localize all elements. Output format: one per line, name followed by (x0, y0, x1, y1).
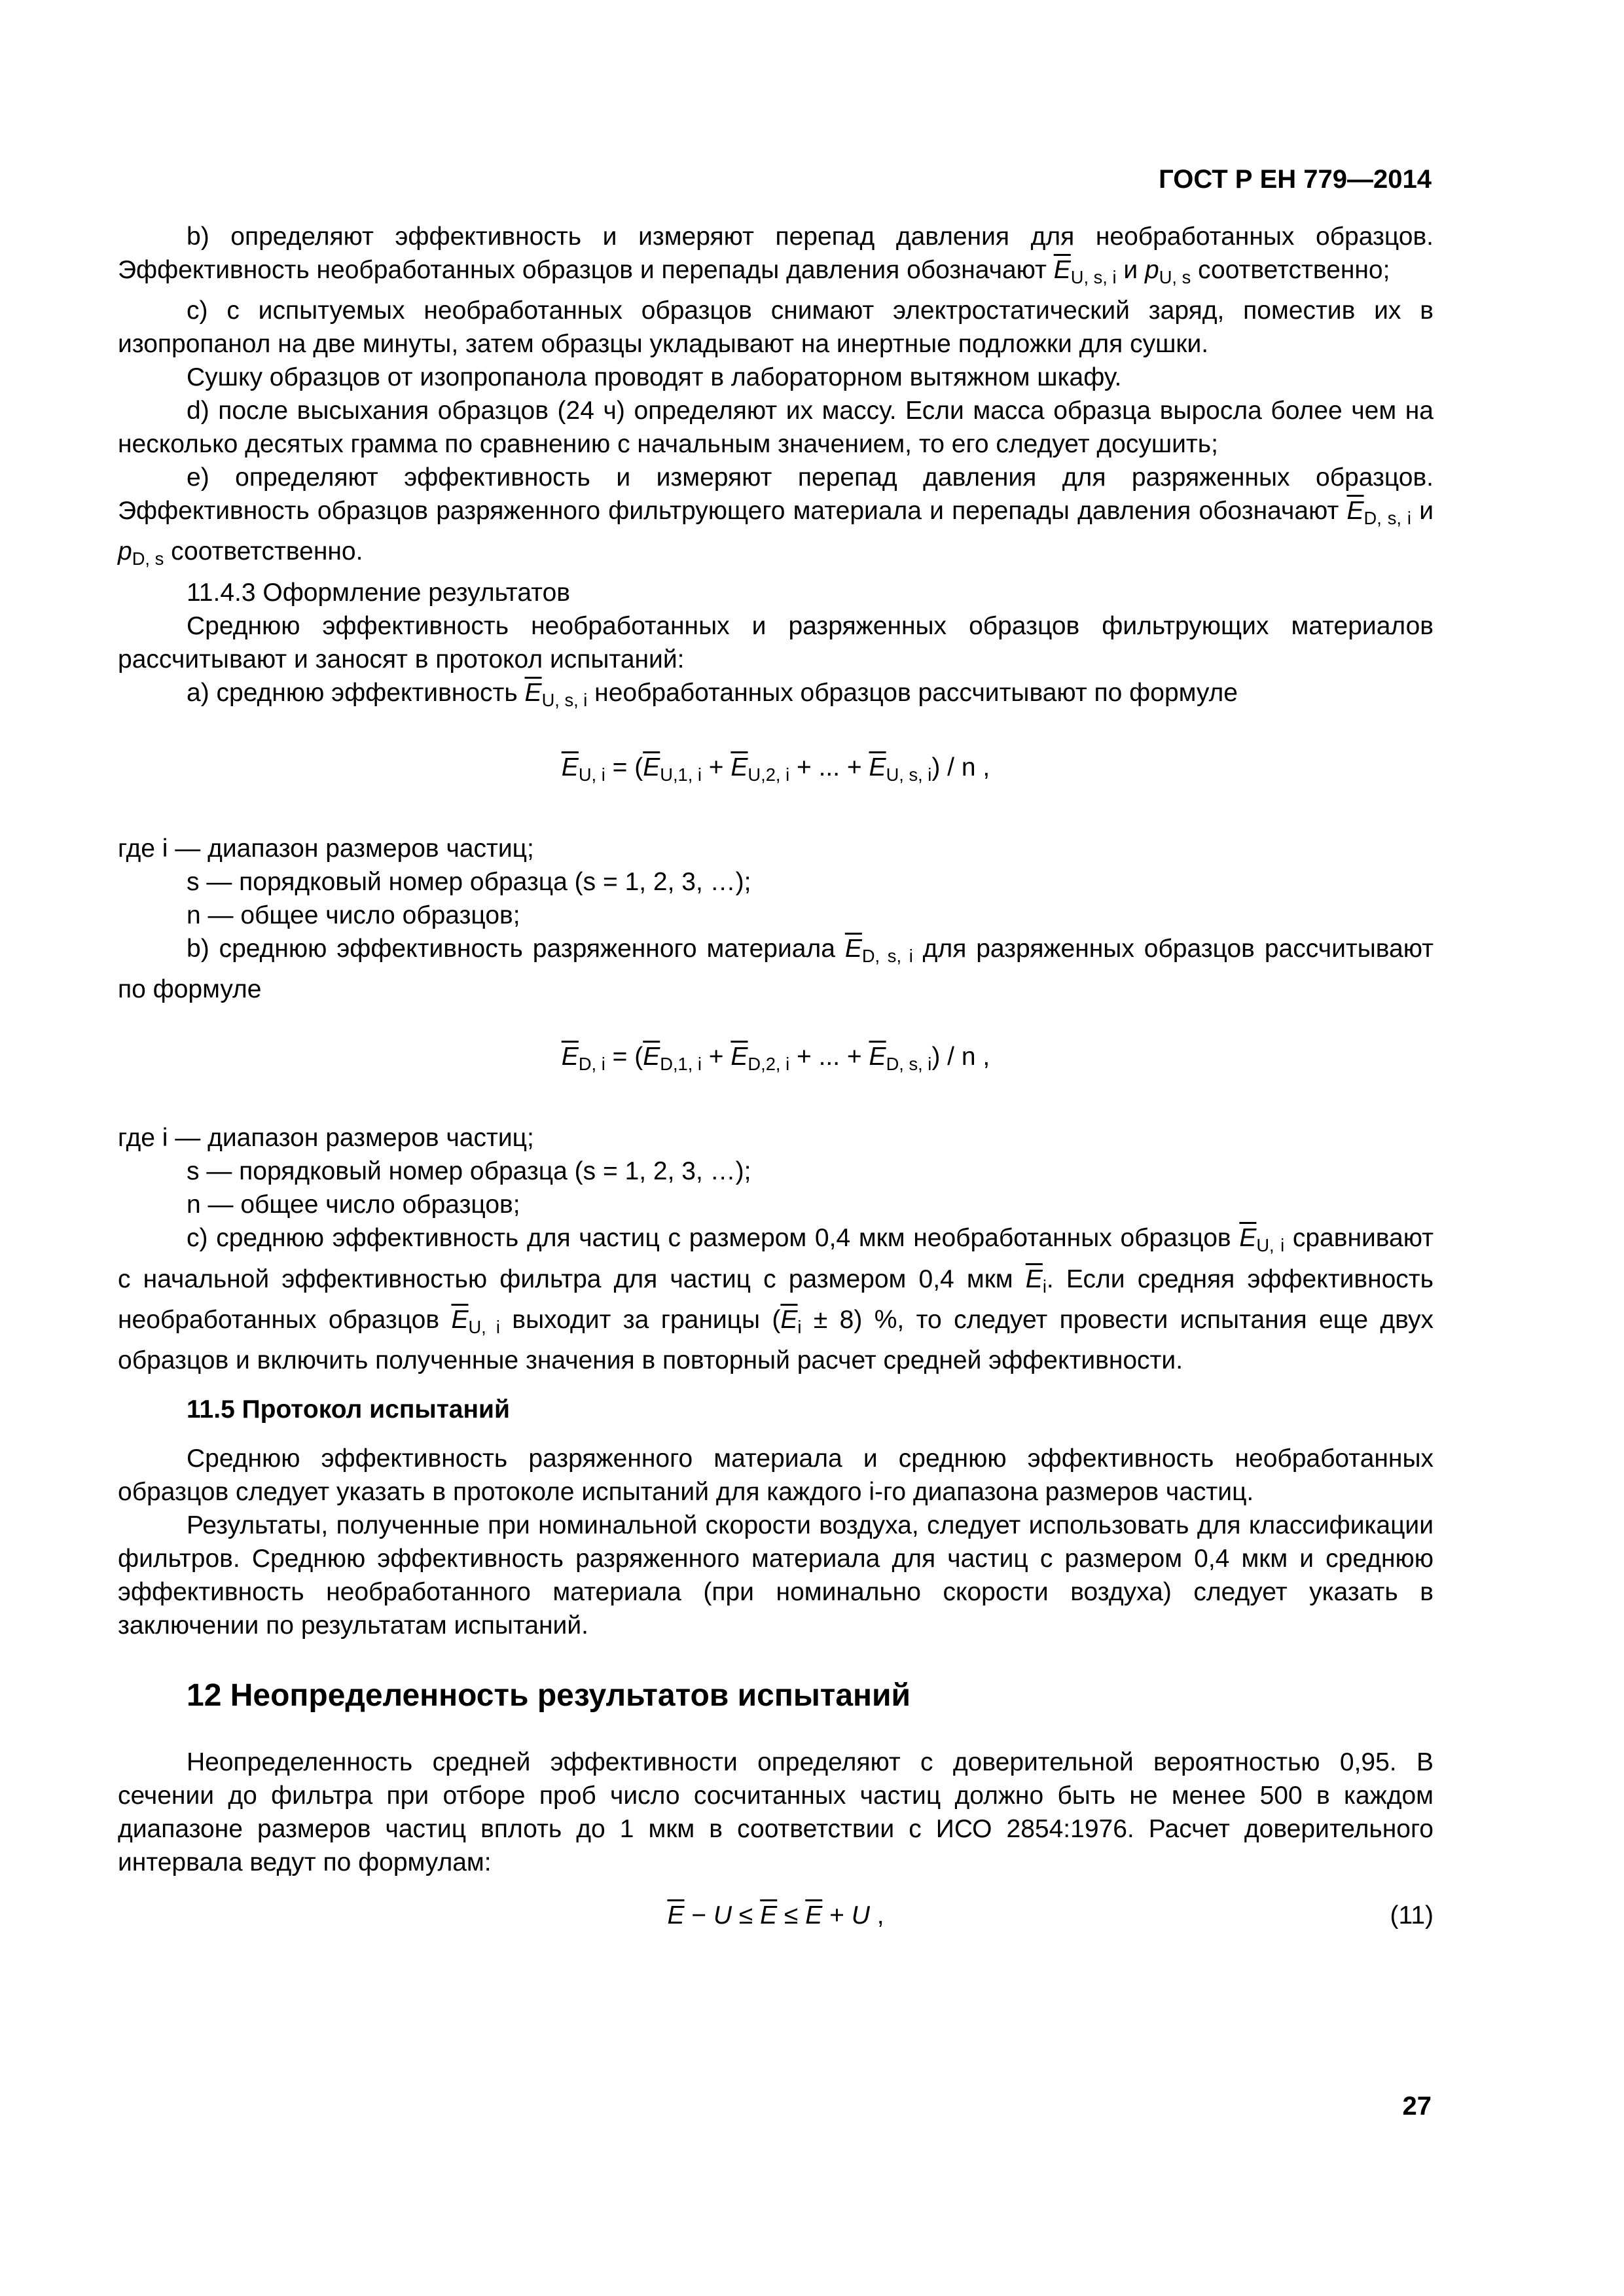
equation-number: (11) (1390, 1901, 1434, 1929)
paragraph-average-intro: Среднюю эффективность необработанных и разряженных образцов фильтрующих материалов рассчитывают и заносят в протокол испытаний: (118, 611, 1434, 673)
formula-untreated-average: $\overline{E}_{U, i} = (\overline{E}_{U,1, i} + \overline{E}_{U,2, i}$ + ... + $\overline{E}_{U, s, i}$) / n , (561, 753, 990, 785)
page-body (118, 220, 1434, 1939)
paragraph-11-5-a: Среднюю эффективность разряженного материала и среднюю эффективность необработанных образцов следует указать в протоколе испытаний для каждого i-го диапазона размеров частиц. (118, 1444, 1434, 1506)
paragraph-c-comparison: c) среднюю эффективность для частиц с размером 0,4 мкм необработанных образцов $\overline{E}_{U, i}$ сравнивают с начальной эффективностью фильтра для частиц с размером 0,4 мкм $\overline{E}_i$. Если средняя эффективность необработанных образцов $\overline{E}_{U, i}$ выходит за границы $(\overline{E}_i \pm 8)$ %, то следует провести испытания еще двух образцов и включить полученные значения в повторный расчет средней эффективности. (118, 1224, 1434, 1374)
paragraph-11-5-b: Результаты, полученные при номинальной скорости воздуха, следует использовать для классификации фильтров. Среднюю эффективность разряженного материала для частиц с размером 0,4 мкм и среднюю эффективность необработанного материала (при номинально скорости воздуха) следует указать в заключении по результатам испытаний. (118, 1511, 1434, 1640)
formula-discharged-average: $\overline{E}_{D, i} = (\overline{E}_{D,1, i} + \overline{E}_{D,2, i}$ + ... + $\overline{E}_{D, s, i}$) / n , (561, 1043, 990, 1075)
section-11-5-title: 11.5 Протокол испытаний (187, 1395, 510, 1424)
where-i: где i — диапазон размеров частиц; (118, 834, 534, 863)
where-n-2: n — общее число образцов; (187, 1191, 520, 1219)
page-number: 27 (1402, 2092, 1432, 2121)
paragraph-drying: Сушку образцов от изопропанола проводят в лабораторном вытяжном шкафу. (187, 363, 1122, 392)
section-12-heading: 12 Неопределенность результатов испытаний (187, 1677, 911, 1713)
paragraph-d-mass: d) после высыхания образцов (24 ч) определяют их массу. Если масса образца выросла более чем на несколько десятых грамма по сравнению с начальным значением, то его следует досушить; (118, 397, 1434, 459)
formula-11: $\overline{E} - U \le \overline{E} \le \overline{E} + U$ , (11) (118, 1899, 1434, 1932)
where-i-2: где i — диапазон размеров частиц; (118, 1124, 534, 1153)
where-s: s — порядковый номер образца (s = 1, 2, 3, …); (187, 867, 751, 896)
paragraph-12: Неопределенность средней эффективности определяют с доверительной вероятностью 0,95. В сечении до фильтра при отборе проб число сосчитанных частиц должно быть не менее 500 в каждом диапазоне размеров частиц вплоть до 1 мкм в соответствии с ИСО 2854:1976. Расчет доверительного интервала ведут по формулам: (118, 1748, 1434, 1876)
paragraph-b-formula-intro: b) среднюю эффективность разряженного материала $\overline{E}_{D, s, i}$ для разряженных образцов рассчитывают по формуле (118, 934, 1434, 1004)
where-s-2: s — порядковый номер образца (s = 1, 2, 3, …); (187, 1157, 751, 1186)
document-header: ГОСТ Р ЕН 779—2014 (1159, 165, 1432, 194)
paragraph-e-discharged: e) определяют эффективность и измеряют перепад давления для разряженных образцов. Эффективность образцов разряженного фильтрующего материала и перепады давления обозначают $\overline{E}_{D, s, i}$ и $p_{D, s}$ соответственно. (118, 463, 1434, 569)
where-n: n — общее число образцов; (187, 901, 520, 929)
paragraph-c-discharge: c) с испытуемых необработанных образцов снимают электростатический заряд, поместив их в изопропанол на две минуты, затем образцы укладывают на инертные подложки для сушки. (118, 296, 1434, 359)
paragraph-a-formula-intro: a) среднюю эффективность $\overline{E}_{U, s, i}$ необработанных образцов рассчитывают по формуле (187, 678, 1238, 710)
section-11-4-3-title: 11.4.3 Оформление результатов (187, 578, 571, 607)
paragraph-b-untreated: b) определяют эффективность и измеряют перепад давления для необработанных образцов. Эффективность необработанных образцов и перепады давления обозначают $\overline{E}_{U, s, i}$ и $p_{U, s}$ соответственно; (118, 223, 1434, 288)
